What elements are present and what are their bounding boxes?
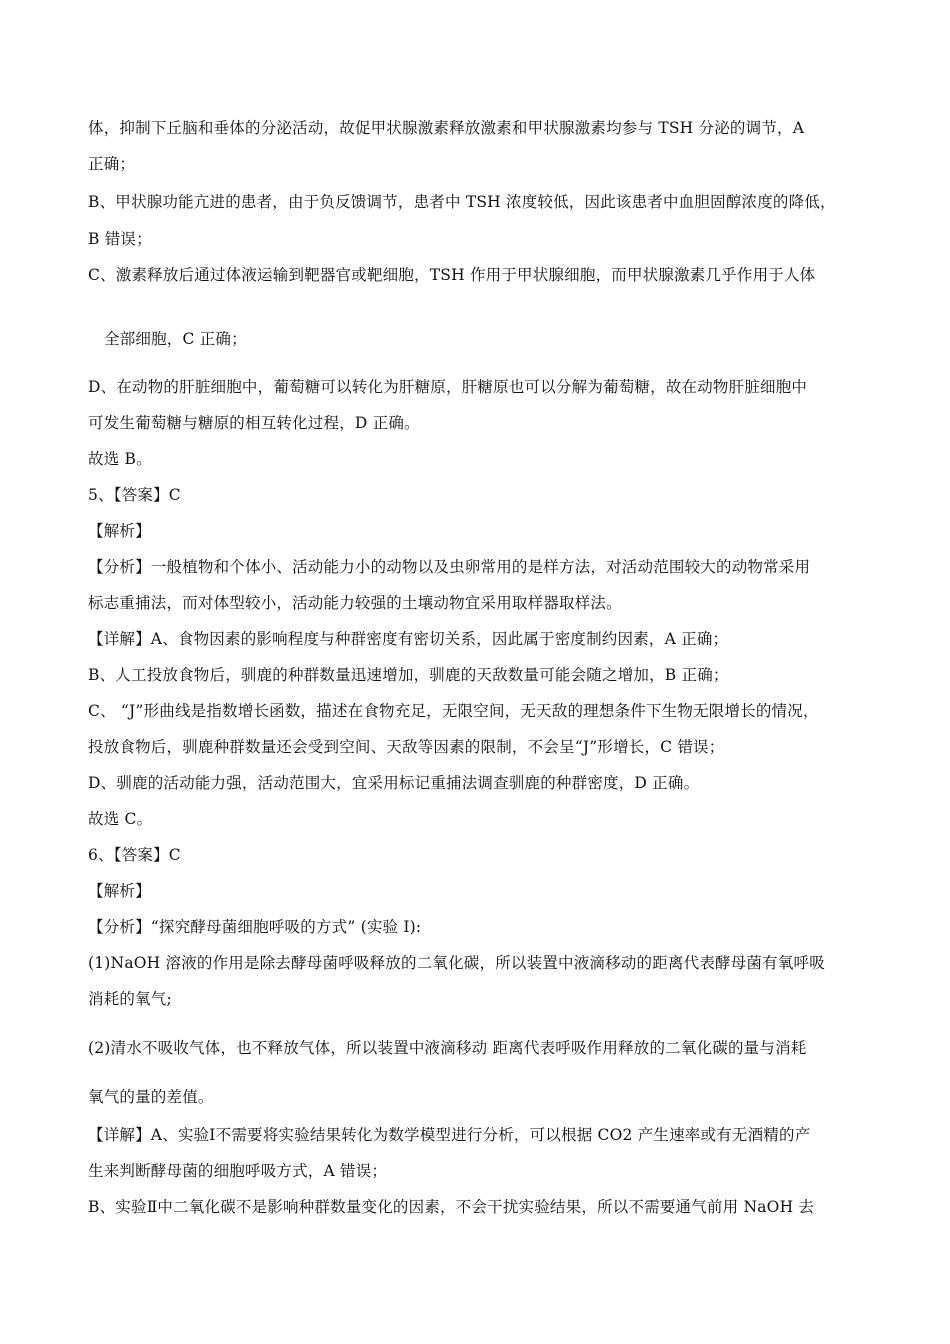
section-label: 【解析】 — [88, 882, 151, 900]
text-line: 【分析】“探究酵母菌细胞呼吸的方式” (实验 I): — [88, 918, 422, 936]
text-line: C、激素释放后通过体液运输到靶器官或靶细胞，TSH 作用于甲状腺细胞，而甲状腺激素几乎作用于人体 — [88, 266, 816, 284]
text-line: C、 “J”形曲线是指数增长函数，描述在食物充足，无限空间，无天敌的理想条件下生物无限增长的情况， — [88, 702, 819, 720]
text-line: 【详解】A、实验Ⅰ不需要将实验结果转化为数学模型进行分析，可以根据 CO2 产生速率或有无酒精的产 — [88, 1126, 811, 1144]
text-line: D、在动物的肝脏细胞中，葡萄糖可以转化为肝糖原，肝糖原也可以分解为葡萄糖，故在动物肝脏细胞中 — [88, 378, 808, 396]
text-line: 投放食物后，驯鹿种群数量还会受到空间、天敌等因素的限制，不会呈“J”形增长，C 错误； — [88, 738, 725, 756]
text-line: 故选 B。 — [88, 450, 152, 468]
text-line: 可发生葡萄糖与糖原的相互转化过程，D 正确。 — [88, 414, 420, 432]
text-line: 【详解】A、食物因素的影响程度与种群密度有密切关系，因此属于密度制约因素，A 正确； — [88, 630, 729, 648]
text-line: B、人工投放食物后，驯鹿的种群数量迅速增加，驯鹿的天敌数量可能会随之增加，B 正确； — [88, 666, 729, 684]
text-line: 标志重捕法，而对体型较小，活动能力较强的土壤动物宜采用取样器取样法。 — [88, 594, 622, 612]
text-line: 正确； — [88, 155, 136, 173]
text-line: 全部细胞，C 正确； — [104, 330, 247, 348]
text-line: (2)清水不吸收气体，也不释放气体，所以装置中液滴移动 距离代表呼吸作用释放的二氧化碳的量与消耗 — [88, 1039, 807, 1057]
section-label: 【解析】 — [88, 522, 151, 540]
text-line: B、甲状腺功能亢进的患者，由于负反馈调节，患者中 TSH 浓度较低，因此该患者中血胆固醇浓度的降低， — [88, 193, 836, 211]
text-line: 生来判断酵母菌的细胞呼吸方式，A 错误； — [88, 1162, 388, 1180]
text-line: (1)NaOH 溶液的作用是除去酵母菌呼吸释放的二氧化碳，所以装置中液滴移动的距离代表酵母菌有氧呼吸 — [88, 954, 825, 972]
text-line: B、实验Ⅱ中二氧化碳不是影响种群数量变化的因素，不会干扰实验结果，所以不需要通气前用 NaOH 去 — [88, 1198, 815, 1216]
text-line: 消耗的氧气; — [88, 990, 172, 1008]
text-line: 体，抑制下丘脑和垂体的分泌活动，故促甲状腺激素释放激素和甲状腺激素均参与 TSH 分泌的调节，A — [88, 119, 805, 137]
question-answer: 6、【答案】C — [88, 846, 181, 864]
text-line: 【分析】一般植物和个体小、活动能力小的动物以及虫卵常用的是样方法，对活动范围较大的动物常采用 — [88, 558, 811, 576]
question-answer: 5、【答案】C — [88, 486, 181, 504]
text-line: 氧气的量的差值。 — [88, 1088, 214, 1106]
text-line: 故选 C。 — [88, 810, 153, 828]
text-line: D、驯鹿的活动能力强，活动范围大，宜采用标记重捕法调查驯鹿的种群密度，D 正确。 — [88, 774, 700, 792]
text-line: B 错误； — [88, 230, 152, 248]
